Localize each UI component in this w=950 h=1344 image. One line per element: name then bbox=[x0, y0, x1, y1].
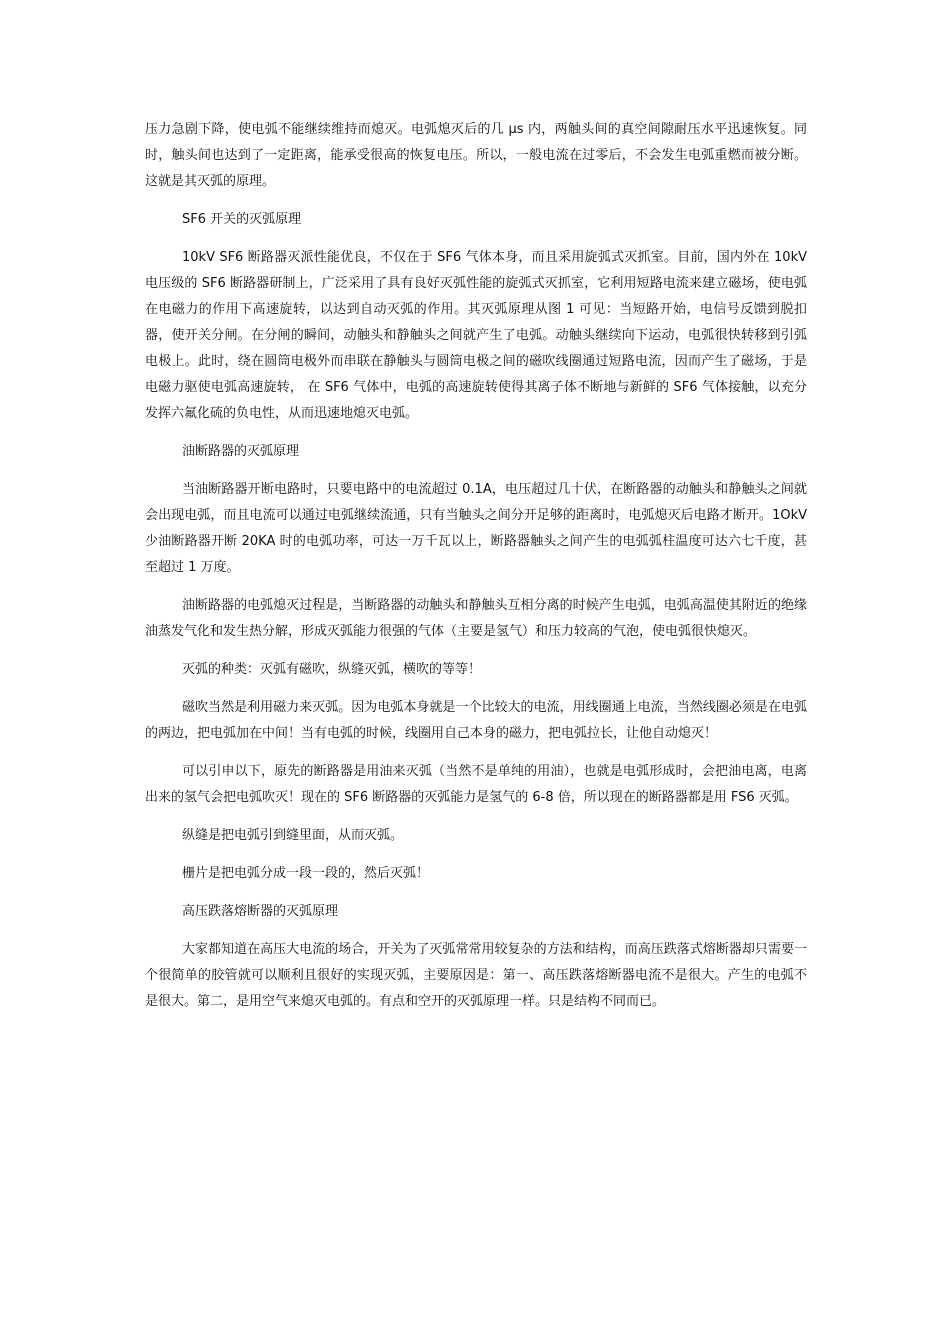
paragraph-arc-types: 灭弧的种类：灭弧有磁吹，纵缝灭弧，横吹的等等！ bbox=[182, 662, 482, 677]
heading-drop-out-fuse: 高压跌落熔断器的灭弧原理 bbox=[182, 904, 339, 919]
paragraph-oil-breaker-arc: 当油断路器开断电路时，只要电路中的电流超过 0.1A，电压超过几十伏，在断路器的动触头和静触头之间就会出现电弧，而且电流可以通过电弧继续流通，只有当触头之间分开足够的距离时，电弧熄灭后电路才断开。1OkV 少油断路器开断 20KA 时的电弧功率，可达一万千瓦以上，断路器触头之间产生的电弧弧柱温度可达六七千度，甚至超过 1 万度。 bbox=[145, 482, 807, 575]
paragraph-grid-plates: 栅片是把电弧分成一段一段的，然后灭弧！ bbox=[182, 866, 430, 881]
paragraph-vacuum-continued: 压力急剧下降，使电弧不能继续维持而熄灭。电弧熄灭后的几 μs 内，两触头间的真空间隙耐压水平迅速恢复。同时，触头间也达到了一定距离，能承受很高的恢复电压。所以，一般电流在过零后，不会发生电弧重燃而被分断。这就是其灭弧的原理。 bbox=[145, 122, 807, 189]
paragraph-sf6-principle: 10kV SF6 断路器灭派性能优良，不仅在于 SF6 气体本身，而且采用旋弧式灭抓室。目前，国内外在 10kV 电压级的 SF6 断路器研制上，广泛采用了具有良好灭弧性能的旋弧式灭抓室，它利用短路电流来建立磁场，使电弧在电磁力的作用下高速旋转，以达到自动灭弧的作用。其灭弧原理从图 1 可见：当短路开始，电信号反馈到脱扣器，使开关分闸。在分闸的瞬间，动触头和静触头之间就产生了电弧。动触头继续向下运动，电弧很快转移到引弧电极上。此时，绕在圆筒电极外而串联在静触头与圆筒电极之间的磁吹线圈通过短路电流，因而产生了磁场，于是电磁力驱使电弧高速旋转， 在 SF6 气体中，电弧的高速旋转使得其离子体不断地与新鲜的 SF6 气体接触，以充分发挥六氟化硫的负电性，从而迅速地熄灭电弧。 bbox=[145, 250, 807, 421]
paragraph-longitudinal-slot: 纵缝是把电弧引到缝里面，从而灭弧。 bbox=[182, 828, 404, 843]
document-page bbox=[145, 117, 807, 1015]
paragraph-oil-arc-extinction: 油断路器的电弧熄灭过程是，当断路器的动触头和静触头互相分离的时候产生电弧，电弧高温使其附近的绝缘油蒸发气化和发生热分解，形成灭弧能力很强的气体（主要是氢气）和压力较高的气泡，使电弧很快熄灭。 bbox=[145, 598, 807, 639]
heading-oil-breaker: 油断路器的灭弧原理 bbox=[182, 444, 300, 459]
paragraph-oil-vs-sf6: 可以引申以下，原先的断路器是用油来灭弧（当然不是单纯的用油），也就是电弧形成时，会把油电离，电离出来的氢气会把电弧吹灭！现在的 SF6 断路器的灭弧能力是氢气的 6-8 倍，所以现在的断路器都是用 FS6 灭弧。 bbox=[145, 764, 807, 805]
paragraph-magnetic-blow: 磁吹当然是利用磁力来灭弧。因为电弧本身就是一个比较大的电流，用线圈通上电流，当然线圈必须是在电弧的两边，把电弧加在中间！当有电弧的时候，线圈用自己本身的磁力，把电弧拉长，让他自动熄灭！ bbox=[145, 700, 807, 741]
paragraph-drop-out-fuse: 大家都知道在高压大电流的场合，开关为了灭弧常常用较复杂的方法和结构，而高压跌落式熔断器却只需要一个很简单的胶管就可以顺利且很好的实现灭弧，主要原因是：第一、高压跌落熔断器电流不是很大。产生的电弧不是很大。第二，是用空气来熄灭电弧的。有点和空开的灭弧原理一样。只是结构不同而已。 bbox=[145, 942, 807, 1009]
heading-sf6-switch: SF6 开关的灭弧原理 bbox=[182, 212, 302, 227]
